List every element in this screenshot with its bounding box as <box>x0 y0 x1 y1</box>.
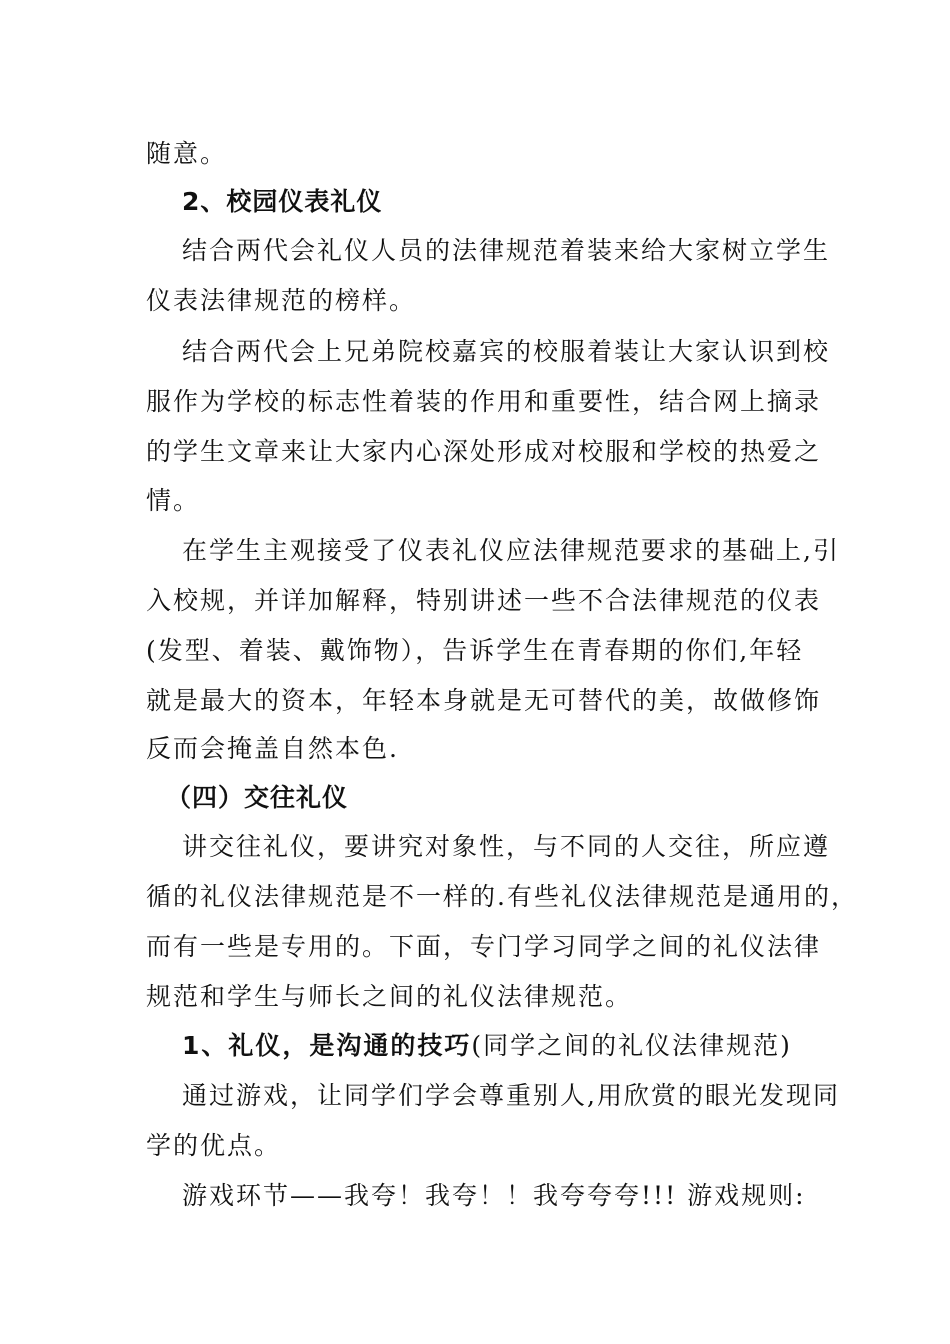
paragraph-line: (发型、着装、戴饰物），告诉学生在青春期的你们,年轻 <box>146 636 804 665</box>
paragraph-line: 而有一些是专用的。下面，专门学习同学之间的礼仪法律 <box>146 932 822 961</box>
paragraph-line: 服作为学校的标志性着装的作用和重要性，结合网上摘录 <box>146 387 822 416</box>
paragraph-line: 的学生文章来让大家内心深处形成对校服和学校的热爱之 <box>146 437 822 466</box>
subheading-bold: 1、礼仪，是沟通的技巧 <box>182 1031 472 1060</box>
text-line: 随意。 <box>146 139 228 168</box>
paragraph-line: 游戏环节——我夸！我夸！！我夸夸夸!!! 游戏规则: <box>182 1181 806 1210</box>
paragraph-line: 讲交往礼仪，要讲究对象性，与不同的人交往，所应遵 <box>182 832 831 861</box>
paragraph-line: 学的优点。 <box>146 1131 282 1160</box>
paragraph-line: 在学生主观接受了仪表礼仪应法律规范要求的基础上,引 <box>182 536 840 565</box>
paragraph-line: 情。 <box>146 486 201 515</box>
section-heading: （四）交往礼仪 <box>166 783 349 812</box>
paragraph-line: 规范和学生与师长之间的礼仪法律规范。 <box>146 982 633 1011</box>
subheading-note: (同学之间的礼仪法律规范) <box>471 1031 792 1060</box>
paragraph-line: 循的礼仪法律规范是不一样的.有些礼仪法律规范是通用的， <box>146 882 858 911</box>
paragraph-line: 就是最大的资本，年轻本身就是无可替代的美，故做修饰 <box>146 686 822 715</box>
paragraph-line: 结合两代会上兄弟院校嘉宾的校服着装让大家认识到校 <box>182 337 831 366</box>
section-heading: 2、校园仪表礼仪 <box>182 187 383 216</box>
paragraph-line: 结合两代会礼仪人员的法律规范着装来给大家树立学生 <box>182 236 831 265</box>
subheading-line <box>182 1026 792 1066</box>
paragraph-line: 反而会掩盖自然本色. <box>146 734 399 763</box>
paragraph-line: 通过游戏，让同学们学会尊重别人,用欣赏的眼光发现同 <box>182 1081 840 1110</box>
paragraph-line: 入校规，并详加解释，特别讲述一些不合法律规范的仪表 <box>146 586 822 615</box>
paragraph-line: 仪表法律规范的榜样。 <box>146 286 417 315</box>
